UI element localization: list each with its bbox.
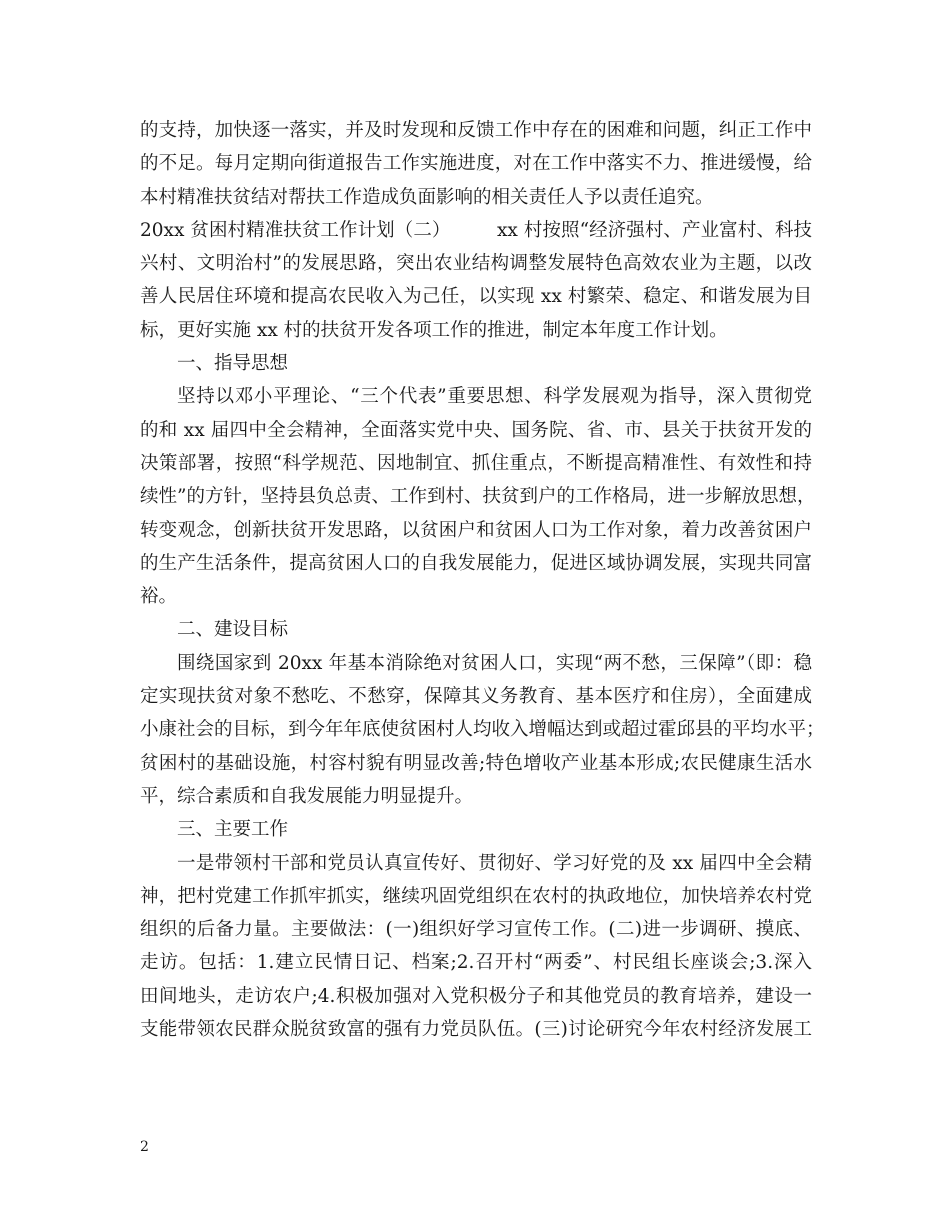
text-line: 续性”的方针，坚持县负总责、工作到村、扶贫到户的工作格局，进一步解放思想， [140,486,816,508]
text-line: 小康社会的目标，到今年年底使贫困村人均收入增幅达到或超过霍邱县的平均水平； [140,719,825,741]
text-line: 善人民居住环境和提高农民收入为己任，以实现 xx 村繁荣、稳定、和谐发展为目 [140,286,812,308]
text-line: 组织的后备力量。主要做法：(一)组织好学习宣传工作。(二)进一步调研、摸底、 [140,919,812,941]
text-line: 转变观念，创新扶贫开发思路，以贫困户和贫困人口为工作对象，着力改善贫困户 [140,519,812,541]
text-line: 贫困村的基础设施，村容村貌有明显改善;特色增收产业基本形成;农民健康生活水 [140,752,812,774]
text-line: 的不足。每月定期向街道报告工作实施进度，对在工作中落实不力、推进缓慢，给 [140,153,812,175]
text-line: 走访。包括：1.建立民情日记、档案;2.召开村“两委”、村民组长座谈会;3.深入 [140,952,812,974]
text-line: 兴村、文明治村”的发展思路，突出农业结构调整发展特色高效农业为主题，以改 [140,253,812,275]
text-line: 决策部署，按照“科学规范、因地制宜、抓住重点，不断提高精准性、有效性和持 [140,452,812,474]
text-line: 二、建设目标 [177,619,289,641]
text-line: 支能带领农民群众脱贫致富的强有力党员队伍。(三)讨论研究今年农村经济发展工 [140,1019,812,1041]
document-body [140,114,825,1046]
text-line: 一是带领村干部和党员认真宣传好、贯彻好、学习好党的及 xx 届四中全会精 [177,852,812,874]
text-line: 坚持以邓小平理论、“三个代表”重要思想、科学发展观为指导，深入贯彻党 [177,386,812,408]
text-line: 本村精准扶贫结对帮扶工作造成负面影响的相关责任人予以责任追究。 [140,186,714,208]
text-line: 三、主要工作 [177,819,289,841]
text-line: 围绕国家到 20xx 年基本消除绝对贫困人口，实现“两不愁，三保障”（即：稳 [177,652,812,674]
text-line: 的支持，加快逐一落实，并及时发现和反馈工作中存在的困难和问题，纠正工作中 [140,120,812,141]
page-number: 2 [140,1139,149,1155]
text-line: 平，综合素质和自我发展能力明显提升。 [140,785,474,807]
text-line: 田间地头，走访农户;4.积极加强对入党积极分子和其他党员的教育培养，建设一 [140,985,812,1007]
text-line: 一、指导思想 [177,353,289,375]
text-line: 的生产生活条件，提高贫困人口的自我发展能力，促进区域协调发展，实现共同富 [140,552,812,574]
text-line: 的和 xx 届四中全会精神，全面落实党中央、国务院、省、市、县关于扶贫开发的 [140,419,812,441]
text-line: 定实现扶贫对象不愁吃、不愁穿，保障其义务教育、基本医疗和住房），全面建成 [140,686,812,708]
text-line: 20xx 贫困村精准扶贫工作计划（二） xx 村按照“经济强村、产业富村、科技 [140,219,812,241]
text-line: 神，把村党建工作抓牢抓实，继续巩固党组织在农村的执政地位，加快培养农村党 [140,885,812,907]
text-line: 裕。 [140,586,178,608]
text-line: 标，更好实施 xx 村的扶贫开发各项工作的推进，制定本年度工作计划。 [140,319,728,341]
